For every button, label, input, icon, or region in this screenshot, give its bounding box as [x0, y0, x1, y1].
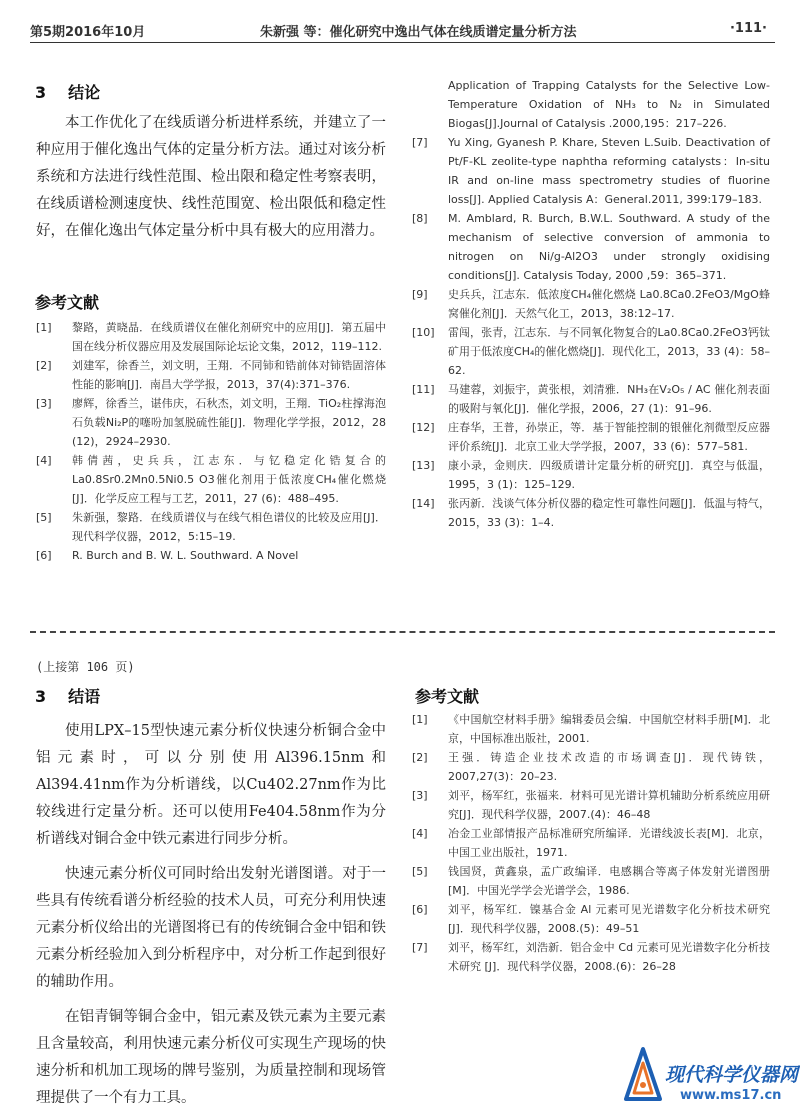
- reference-text: 冶金工业部情报产品标准研究所编译．光谱线波长表[M]．北京，中国工业出版社，1971.: [448, 827, 770, 859]
- section-title: 结论: [68, 83, 101, 102]
- reference-list-left: [36, 318, 386, 565]
- reference-item: [412, 209, 770, 285]
- reference-item: [36, 546, 386, 565]
- reference-text: M. Amblard, R. Burch, B.W.L. Southward. A study of the mechanism of selective conversion of ammonia to nitrogen on Ni/g-Al2O3 under strongly oxidising conditions[J]. Catalysis Today, 2000 ,59：365–371.: [448, 212, 770, 282]
- reference-number: [7]: [412, 941, 428, 954]
- continued-note: (上接第 106 页): [36, 660, 135, 674]
- reference-item: [36, 508, 386, 546]
- page-number: ·111·: [729, 21, 767, 36]
- reference-number: [13]: [412, 459, 435, 472]
- reference-number: [5]: [36, 511, 52, 524]
- reference-item: [412, 418, 770, 456]
- running-header: [30, 16, 775, 43]
- reference-text: 黎路，黄晓晶．在线质谱仪在催化剂研究中的应用[J]．第五届中国在线分析仪器应用及发展国际论坛论文集，2012，119–112.: [72, 321, 386, 353]
- reference-number: [2]: [412, 751, 428, 764]
- reference-number: [14]: [412, 497, 435, 510]
- reference-text: 雷闯，张青，江志东．与不同氧化物复合的La0.8Ca0.2FeO3钙钛矿用于低浓度CH₄的催化燃烧[J]．现代化工，2013，33 (4)：58–62.: [448, 326, 770, 377]
- reference-text: 刘平，杨军红，刘浩新．铝合金中 Cd 元素可见光谱数字化分析技术研究 [J]．现代科学仪器，2008.(6)：26–28: [448, 941, 770, 973]
- reference-number: [3]: [412, 789, 428, 802]
- reference-item: [412, 76, 770, 133]
- reference-item: [412, 323, 770, 380]
- reference-item: [412, 710, 770, 748]
- watermark-logo-icon: [618, 1045, 668, 1105]
- reference-text: 史兵兵，江志东．低浓度CH₄催化燃烧 La0.8Ca0.2FeO3/MgO蜂窝催化剂[J]．天然气化工，2013，38:12–17.: [448, 288, 770, 320]
- reference-text: R. Burch and B. W. L. Southward. A Novel: [72, 549, 299, 562]
- paragraph: 在铝青铜等铜合金中，铝元素及铁元素为主要元素且含量较高，利用快速元素分析仪可实现生产现场的快速分析和机加工现场的牌号鉴别，为质量控制和现场管理提供了一个有力工具。: [36, 1009, 386, 1106]
- reference-text: 康小录，金则庆．四级质谱计定量分析的研究[J]．真空与低温，1995，3 (1)：125–129.: [448, 459, 770, 491]
- reference-item: [36, 356, 386, 394]
- reference-item: [412, 456, 770, 494]
- section-divider: [30, 631, 775, 633]
- paragraph: 使用LPX–15型快速元素分析仪快速分析铜合金中铝元素时，可以分别使用Al396.15nm和Al394.41nm作为分析谱线，以Cu402.27nm作为比较线进行定量分析。还可以使用Fe404.58nm作为分析谱线对铜合金中铁元素进行同步分析。: [36, 723, 386, 847]
- reference-number: [1]: [412, 713, 428, 726]
- reference-item: [412, 786, 770, 824]
- paragraph: 快速元素分析仪可同时给出发射光谱图谱。对于一些具有传统看谱分析经验的技术人员，可充分利用快速元素分析仪给出的光谱图将已有的传统铜合金中铝和铁元素分析经验加入到分析程序中，对分析工作起到很好的辅助作用。: [36, 866, 386, 990]
- reference-number: [11]: [412, 383, 435, 396]
- reference-text: Application of Trapping Catalysts for the Selective Low-Temperature Oxidation of NH₃ to N₂ in Simulated Biogas[J].Journal of Catalysis .2000,195：217–226.: [448, 79, 770, 130]
- reference-item: [36, 394, 386, 451]
- reference-number: [2]: [36, 359, 52, 372]
- reference-text: 刘建军，徐香兰，刘文明，王翔．不同铈和锆前体对铈锆固溶体性能的影响[J]．南昌大学学报，2013，37(4):371–376.: [72, 359, 386, 391]
- reference-text: 刘平，杨军红．镍基合金 Al 元素可见光谱数字化分析技术研究[J]．现代科学仪器，2008.(5)：49–51: [448, 903, 770, 935]
- reference-text: 钱国贤，黄鑫泉，孟广政编译．电感耦合等离子体发射光谱图册[M]．中国光学学会光谱学会，1986.: [448, 865, 770, 897]
- reference-number: [10]: [412, 326, 435, 339]
- reference-number: [9]: [412, 288, 428, 301]
- reference-number: [4]: [36, 454, 52, 467]
- reference-item: [412, 938, 770, 976]
- reference-item: [412, 133, 770, 209]
- reference-text: 韩倩茜，史兵兵，江志东．与钇稳定化锆复合的La0.8Sr0.2Mn0.5Ni0.5 O3催化剂用于低浓度CH₄催化燃烧[J]．化学反应工程与工艺，2011，27 (6)：488–495.: [72, 454, 386, 505]
- reference-list-right: [412, 76, 770, 532]
- reference-item: [412, 748, 770, 786]
- reference-item: [36, 318, 386, 356]
- references-heading: 参考文献: [415, 687, 480, 706]
- reference-number: [3]: [36, 397, 52, 410]
- reference-text: 王强．铸造企业技术改造的市场调查[J]．现代铸铁，2007,27(3)：20–23.: [448, 751, 770, 783]
- reference-item: [412, 494, 770, 532]
- section-heading-conclusion: [35, 80, 100, 103]
- reference-text: Yu Xing, Gyanesh P. Khare, Steven L.Suib. Deactivation of Pt/F-KL zeolite-type naphtha reforming catalysts：In-situ IR and on-line mass spectrometry studies of fluorine loss[J]. Applied Catalysis A：General.2011, 399:179–183.: [448, 136, 770, 206]
- reference-text: 朱新强，黎路．在线质谱仪与在线气相色谱仪的比较及应用[J]．现代科学仪器，2012，5:15–19.: [72, 511, 386, 543]
- reference-number: [12]: [412, 421, 435, 434]
- conclusion-body: [36, 110, 386, 245]
- watermark-site-name: 现代科学仪器网: [665, 1064, 799, 1086]
- reference-text: 刘平，杨军红，张福来．材料可见光谱计算机辅助分析系统应用研究[J]．现代科学仪器，2007.(4)：46–48: [448, 789, 770, 821]
- issue-info: 第5期2016年10月: [30, 25, 146, 40]
- reference-number: [6]: [412, 903, 428, 916]
- section-heading-summary: [35, 684, 100, 707]
- reference-item: [412, 824, 770, 862]
- reference-number: [4]: [412, 827, 428, 840]
- references-heading: 参考文献: [35, 293, 100, 312]
- reference-number: [1]: [36, 321, 52, 334]
- reference-text: 《中国航空材料手册》编辑委员会编．中国航空材料手册[M]．北京，中国标准出版社，2001.: [448, 713, 770, 745]
- reference-item: [412, 862, 770, 900]
- paragraph: 本工作优化了在线质谱分析进样系统，并建立了一种应用于催化逸出气体的定量分析方法。通过对该分析系统和方法进行线性范围、检出限和稳定性考察表明，在线质谱检测速度快、线性范围宽、检出限低和稳定性好，在催化逸出气体定量分析中具有极大的应用潜力。: [36, 115, 386, 239]
- section-number: 3: [35, 83, 47, 102]
- reference-item: [412, 900, 770, 938]
- section-title: 结语: [68, 687, 101, 706]
- watermark-url: www.ms17.cn: [680, 1088, 782, 1103]
- reference-item: [36, 451, 386, 508]
- summary-body: [36, 718, 386, 1112]
- reference-item: [412, 285, 770, 323]
- article-title: 朱新强 等：催化研究中逸出气体在线质谱定量分析方法: [260, 25, 577, 40]
- reference-text: 张丙新．浅谈气体分析仪器的稳定性可靠性问题[J]．低温与特气，2015，33 (3)：1–4.: [448, 497, 770, 529]
- reference-number: [5]: [412, 865, 428, 878]
- reference-text: 马建蓉，刘振宇，黄张根，刘清雅．NH₃在V₂O₅ / AC 催化剂表面的吸附与氧化[J]．催化学报，2006，27 (1)：91–96.: [448, 383, 770, 415]
- reference-number: [8]: [412, 212, 428, 225]
- reference-text: 庄春华，王普，孙崇正，等．基于智能控制的银催化剂微型反应器评价系统[J]．北京工业大学学报，2007，33 (6)：577–581.: [448, 421, 770, 453]
- reference-number: [6]: [36, 549, 52, 562]
- section-number: 3: [35, 687, 47, 706]
- reference-number: [7]: [412, 136, 428, 149]
- reference-list-bottom: [412, 710, 770, 976]
- reference-text: 廖辉，徐香兰，谌伟庆，石秋杰，刘文明，王翔．TiO₂柱撑海泡石负载Ni₂P的噻吩加氢脱硫性能[J]．物理化学学报，2012，28 (12)，2924–2930.: [72, 397, 386, 448]
- reference-item: [412, 380, 770, 418]
